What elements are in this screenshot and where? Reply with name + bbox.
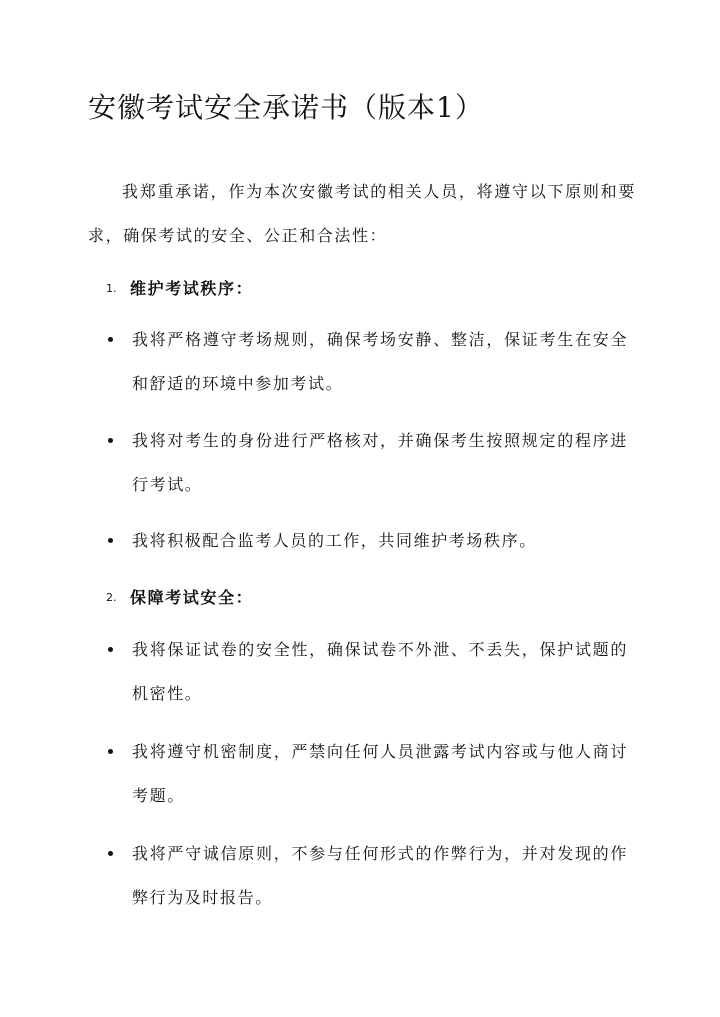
bullet-dot-icon [108,851,113,856]
list-item-text: 我将遵守机密制度，严禁向任何人员泄露考试内容或与他人商讨考题。 [132,742,628,805]
list-item [108,318,628,406]
bullet-dot-icon [108,538,113,543]
list-item-text: 我将对考生的身份进行严格核对，并确保考生按照规定的程序进行考试。 [132,431,628,494]
list-item-text: 我将严守诚信原则，不参与任何形式的作弊行为，并对发现的作弊行为及时报告。 [132,844,628,907]
section-number: 1. [106,282,117,295]
list-item-text: 我将积极配合监考人员的工作，共同维护考场秩序。 [132,531,537,550]
list-item [108,832,628,920]
intro-paragraph: 我郑重承诺，作为本次安徽考试的相关人员，将遵守以下原则和要求，确保考试的安全、公正和合法性： [88,182,636,245]
bullet-dot-icon [108,438,113,443]
document-title: 安徽考试安全承诺书（版本1） [88,91,484,124]
bullet-dot-icon [108,337,113,342]
section-heading [106,585,253,608]
section-heading-text: 保障考试安全： [130,588,254,607]
list-item [108,419,628,507]
list-item-text: 我将保证试卷的安全性，确保试卷不外泄、不丢失，保护试题的机密性。 [132,640,628,703]
bullet-dot-icon [108,749,113,754]
list-item [108,519,628,563]
section-heading-text: 维护考试秩序： [130,279,254,298]
section-heading [106,276,253,299]
list-item-text: 我将严格遵守考场规则，确保考场安静、整洁，保证考生在安全和舒适的环境中参加考试。 [132,330,628,393]
bullet-dot-icon [108,647,113,652]
list-item [108,730,628,818]
list-item [108,628,628,716]
section-number: 2. [106,591,117,604]
